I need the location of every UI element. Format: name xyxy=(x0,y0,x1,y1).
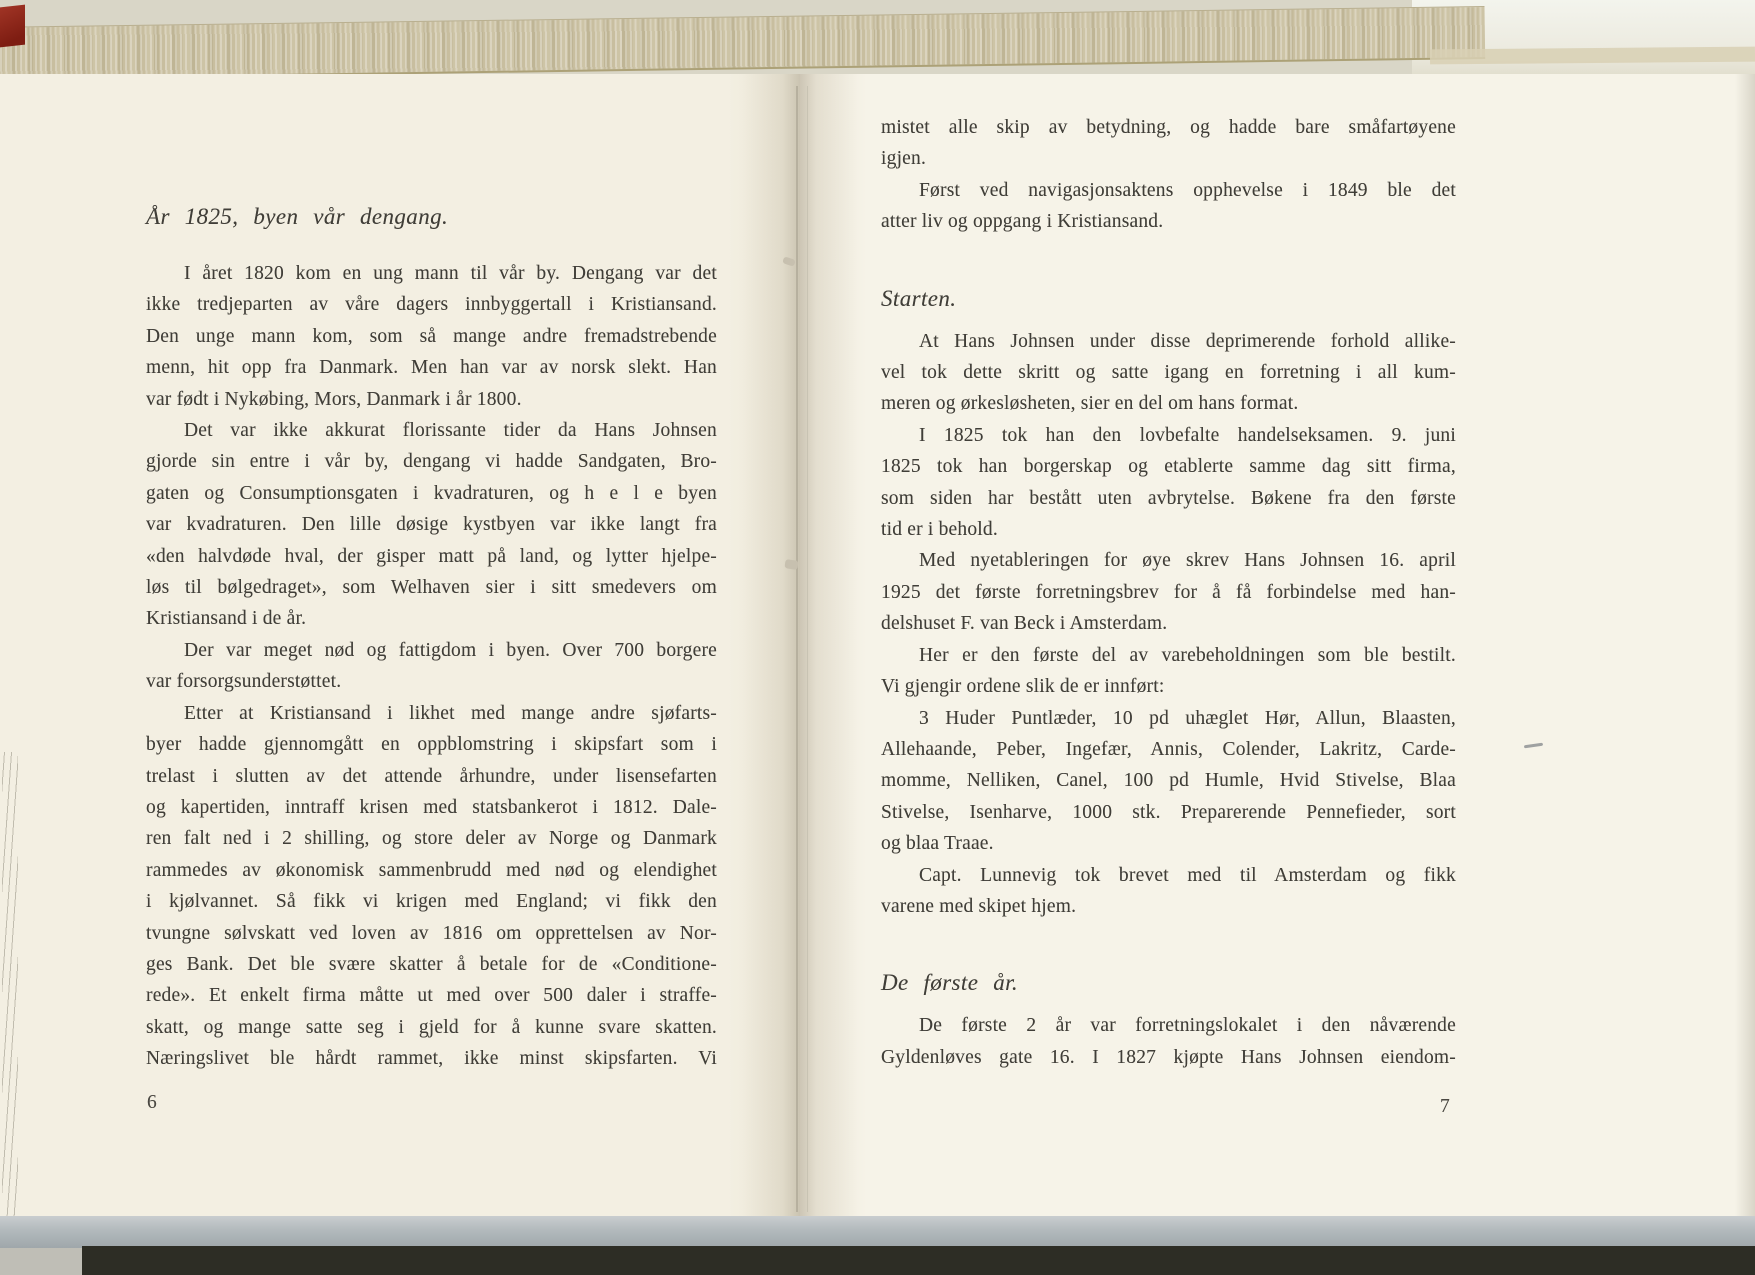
text-line: Det var ikke akkurat florissante tider da Hans Johnsen xyxy=(184,420,717,442)
page-number-left: 6 xyxy=(147,1092,157,1113)
text-line: menn, hit opp fra Danmark. Men han var av norsk slekt. Han xyxy=(146,357,717,379)
text-line: Gyldenløves gate 16. I 1827 kjøpte Hans Johnsen eiendom- xyxy=(881,1046,1456,1068)
text-line: «den halvdøde hval, der gisper matt på land, og lytter hjelpe- xyxy=(146,545,717,567)
right-page-edge xyxy=(1735,74,1755,1220)
text-line: og blaa Traae. xyxy=(881,833,994,855)
text-line: i kjølvannet. Så fikk vi krigen med England; vi fikk den xyxy=(146,891,717,913)
paragraph xyxy=(146,698,717,1075)
right-page-text xyxy=(881,112,1456,1073)
gutter-crease xyxy=(807,86,808,1212)
page-number-right: 7 xyxy=(1440,1096,1450,1117)
text-line: Den unge mann kom, som så mange andre fremadstrebende xyxy=(146,325,717,347)
text-line: Allehaande, Peber, Ingefær, Annis, Colender, Lakritz, Carde- xyxy=(881,738,1456,760)
text-line: som siden har bestått uten avbrytelse. Bøkene fra den første xyxy=(881,487,1456,509)
text-line: rammedes av økonomisk sammenbrudd med nød og elendighet xyxy=(146,859,717,881)
section-heading: År 1825, byen vår dengang. xyxy=(146,204,449,229)
text-line: tvungne sølvskatt ved loven av 1816 om opprettelsen av Nor- xyxy=(146,922,717,944)
text-line: varene med skipet hjem. xyxy=(881,895,1077,917)
text-line: Vi gjengir ordene slik de er innført: xyxy=(881,676,1165,698)
section-heading: De første år. xyxy=(881,970,1019,996)
text-line: skatt, og mange satte seg i gjeld for å kunne svare skatten. xyxy=(146,1016,717,1038)
left-page-text xyxy=(146,200,717,1075)
text-line: vel tok dette skritt og satte igang en forretning i all kum- xyxy=(881,362,1456,384)
text-line: byer hadde gjennomgått en oppblomstring i skipsfart som i xyxy=(146,734,717,756)
paragraph xyxy=(881,860,1456,923)
text-line: meren og ørkesløsheten, sier en del om hans format. xyxy=(881,393,1299,415)
paragraph xyxy=(881,420,1456,546)
text-line: og kapertiden, inntraff krisen med statsbankerot i 1812. Dale- xyxy=(146,796,717,818)
paragraph xyxy=(881,112,1456,175)
text-line: var forsorgsunderstøttet. xyxy=(146,671,342,693)
paragraph xyxy=(881,175,1456,238)
bottom-page-edges xyxy=(0,1216,1755,1248)
text-line: 1825 tok han borgerskap og etablerte samme dag sitt firma, xyxy=(881,456,1456,478)
text-line: Med nyetableringen for øye skrev Hans Johnsen 16. april xyxy=(919,550,1456,572)
gutter-crease xyxy=(796,86,798,1212)
text-line: gaten og Consumptionsgaten i kvadraturen, og h e l e byen xyxy=(146,482,717,504)
text-line: trelast i slutten av det attende århundre, under lisensefarten xyxy=(146,765,717,787)
stacked-page-edges xyxy=(2,752,18,1230)
paragraph xyxy=(881,1010,1456,1073)
page-top-edge-right xyxy=(1430,47,1755,65)
text-line: var født i Nykøbing, Mors, Danmark i år 1800. xyxy=(146,388,522,410)
text-line: løs til bølgedraget», som Welhaven sier i sitt smedevers om xyxy=(146,577,717,599)
text-line: At Hans Johnsen under disse deprimerende forhold allike- xyxy=(919,330,1456,352)
paragraph xyxy=(881,703,1456,860)
text-line: 3 Huder Puntlæder, 10 pd uhæglet Hør, Allun, Blaasten, xyxy=(919,707,1456,729)
text-line: 1925 det første forretningsbrev for å få forbindelse med han- xyxy=(881,581,1456,603)
paragraph xyxy=(881,326,1456,420)
text-line: var kvadraturen. Den lille døsige kystbyen var ikke langt fra xyxy=(146,514,717,536)
paragraph xyxy=(881,545,1456,639)
text-line: gjorde sin entre i vår by, dengang vi hadde Sandgaten, Bro- xyxy=(146,451,717,473)
binding-stitch xyxy=(784,559,798,570)
text-line: ikke tredjeparten av våre dagers innbyggertall i Kristiansand. xyxy=(146,294,717,316)
paragraph xyxy=(146,415,717,635)
text-line: ges Bank. Det ble svære skatter å betale for de «Conditione- xyxy=(146,953,717,975)
cover-corner xyxy=(0,5,25,48)
text-line: Stivelse, Isenharve, 1000 stk. Preparerende Pennefieder, sort xyxy=(881,801,1456,823)
paragraph xyxy=(146,258,717,415)
text-line: delshuset F. van Beck i Amsterdam. xyxy=(881,613,1168,635)
gutter-shadow xyxy=(742,74,858,1220)
text-line: Etter at Kristiansand i likhet med mange andre sjøfarts- xyxy=(184,702,717,724)
text-line: rede». Et enkelt firma måtte ut med over 500 daler i straffe- xyxy=(146,985,717,1007)
text-line: Næringslivet ble hårdt rammet, ikke minst skipsfarten. Vi xyxy=(146,1048,717,1070)
text-line: Der var meget nød og fattigdom i byen. Over 700 borgere xyxy=(184,639,717,661)
text-line: tid er i behold. xyxy=(881,519,998,541)
text-line: momme, Nelliken, Canel, 100 pd Humle, Hvid Stivelse, Blaa xyxy=(881,770,1456,792)
text-line: atter liv og oppgang i Kristiansand. xyxy=(881,211,1164,233)
text-line: I året 1820 kom en ung mann til vår by. Dengang var det xyxy=(184,263,717,284)
bottom-left-corner xyxy=(0,1248,82,1275)
text-line: mistet alle skip av betydning, og hadde bare småfartøyene xyxy=(881,117,1456,138)
text-line: Capt. Lunnevig tok brevet med til Amsterdam og fikk xyxy=(919,864,1456,886)
text-line: I 1825 tok han den lovbefalte handelseksamen. 9. juni xyxy=(919,424,1456,446)
text-line: Her er den første del av varebeholdningen som ble bestilt. xyxy=(919,644,1456,666)
paragraph xyxy=(146,635,717,698)
paragraph xyxy=(881,640,1456,703)
text-line: ren falt ned i 2 shilling, og store deler av Norge og Danmark xyxy=(146,828,717,850)
section-heading: Starten. xyxy=(881,285,957,311)
text-line: Kristiansand i de år. xyxy=(146,608,307,630)
text-line: De første 2 år var forretningslokalet i den nåværende xyxy=(919,1015,1456,1037)
bottom-cover-edge xyxy=(82,1246,1755,1275)
text-line: igjen. xyxy=(881,148,927,170)
text-line: Først ved navigasjonsaktens opphevelse i 1849 ble det xyxy=(919,179,1456,201)
